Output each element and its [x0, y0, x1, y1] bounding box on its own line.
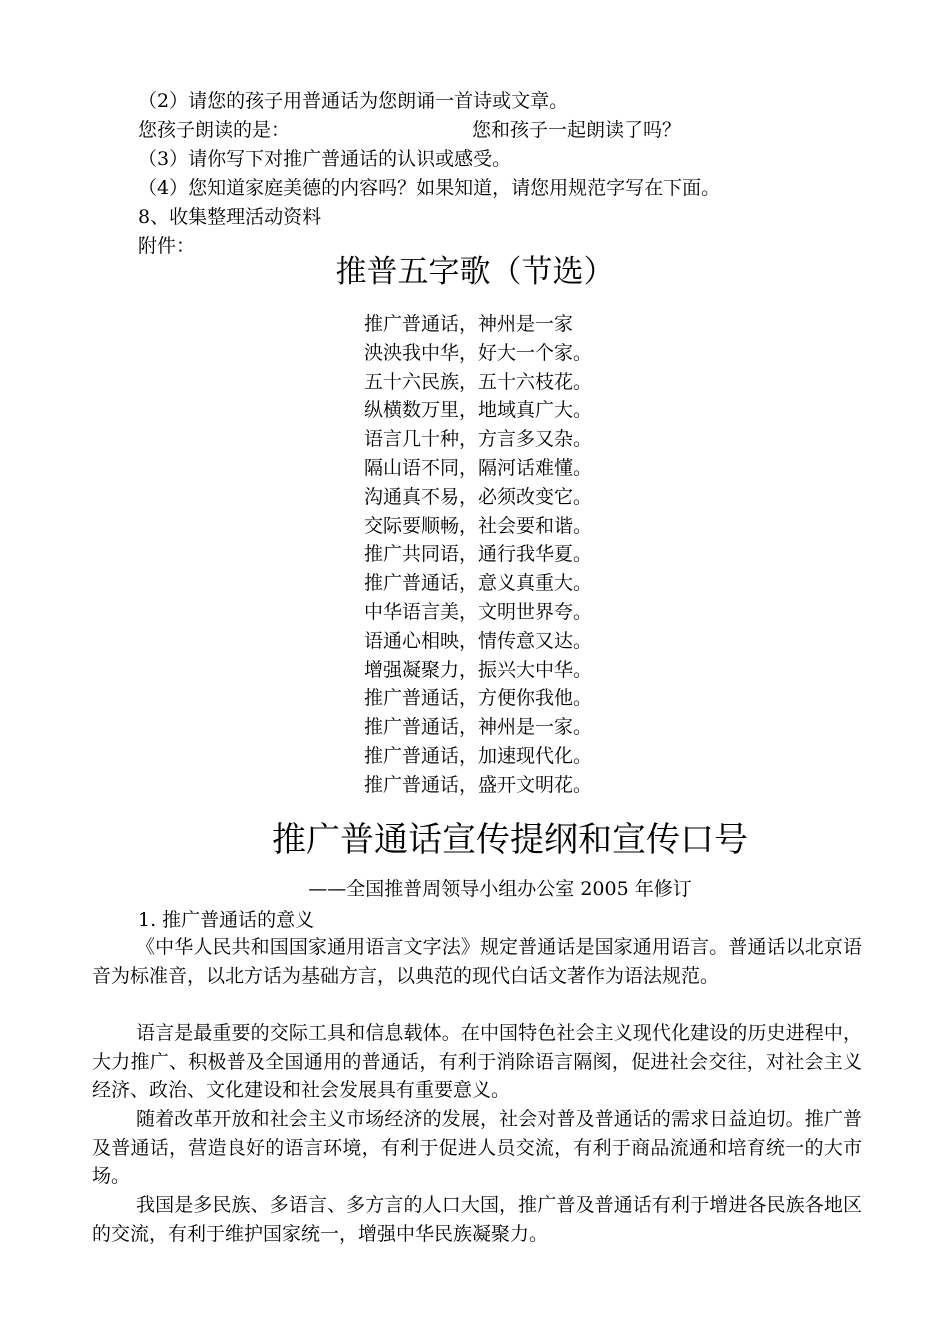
paragraph: 《中华人民共和国国家通用语言文字法》规定普通话是国家通用语言。普通话以北京语音为标准音，以北方话为基础方言，以典范的现代白话文著作为语法规范。	[92, 936, 862, 987]
poem-line: 推广普通话，意义真重大。	[364, 572, 593, 595]
poem-line: 交际要顺畅，社会要和谐。	[364, 514, 593, 537]
poem-line: 纵横数万里，地域真广大。	[364, 399, 593, 422]
question-2: （2）请您的孩子用普通话为您朗诵一首诗或文章。	[138, 90, 569, 112]
poem-line: 推广普通话，神州是一家。	[364, 716, 593, 739]
poem-line: 语言几十种，方言多又杂。	[364, 428, 593, 451]
poem-line: 泱泱我中华，好大一个家。	[364, 341, 593, 364]
question-3: （3）请你写下对推广普通话的认识或感受。	[138, 148, 512, 170]
section-1-heading: 1. 推广普通话的意义	[138, 909, 315, 931]
poem-title: 推普五字歌（节选）	[335, 254, 615, 290]
outline-subtitle: ——全国推普周领导小组办公室 2005 年修订	[308, 878, 692, 900]
poem-line: 推广普通话，神州是一家	[364, 313, 574, 335]
poem-line: 推广普通话，方便你我他。	[364, 687, 593, 710]
paragraph: 我国是多民族、多语言、多方言的人口大国，推广普及普通话有利于增进各民族各地区的交流，有利于维护国家统一，增强中华民族凝聚力。	[92, 1194, 862, 1245]
read-label: 您孩子朗读的是：	[138, 119, 291, 141]
poem-line: 隔山语不同，隔河话难懂。	[364, 456, 593, 479]
poem-line: 中华语言美，文明世界夸。	[364, 600, 593, 623]
poem-line: 推广共同语，通行我华夏。	[364, 543, 593, 566]
item-8: 8、收集整理活动资料	[138, 206, 322, 228]
poem-line: 推广普通话，加速现代化。	[364, 744, 593, 767]
outline-title: 推广普通话宣传提纲和宣传口号	[272, 820, 748, 860]
poem-line: 沟通真不易，必须改变它。	[364, 485, 593, 508]
paragraph: 语言是最重要的交际工具和信息载体。在中国特色社会主义现代化建设的历史进程中，大力推广、积极普及全国通用的普通话，有利于消除语言隔阂，促进社会交往，对社会主义经济、政治、文化建设和社会发展具有重要意义。	[92, 1022, 862, 1101]
paragraph: 随着改革开放和社会主义市场经济的发展，社会对普及普通话的需求日益迫切。推广普及普通话，营造良好的语言环境，有利于促进人员交流，有利于商品流通和培育统一的大市场。	[92, 1108, 862, 1187]
poem-body	[364, 310, 592, 800]
poem-line: 五十六民族，五十六枝花。	[364, 370, 593, 393]
read-together-question: 您和孩子一起朗读了吗？	[472, 119, 682, 141]
question-4: （4）您知道家庭美德的内容吗？如果知道，请您用规范字写在下面。	[138, 177, 721, 199]
attachment-label: 附件：	[138, 235, 196, 257]
poem-line: 语通心相映，情传意又达。	[364, 629, 593, 652]
poem-line: 增强凝聚力，振兴大中华。	[364, 658, 593, 681]
poem-line: 推广普通话，盛开文明花。	[364, 773, 593, 796]
